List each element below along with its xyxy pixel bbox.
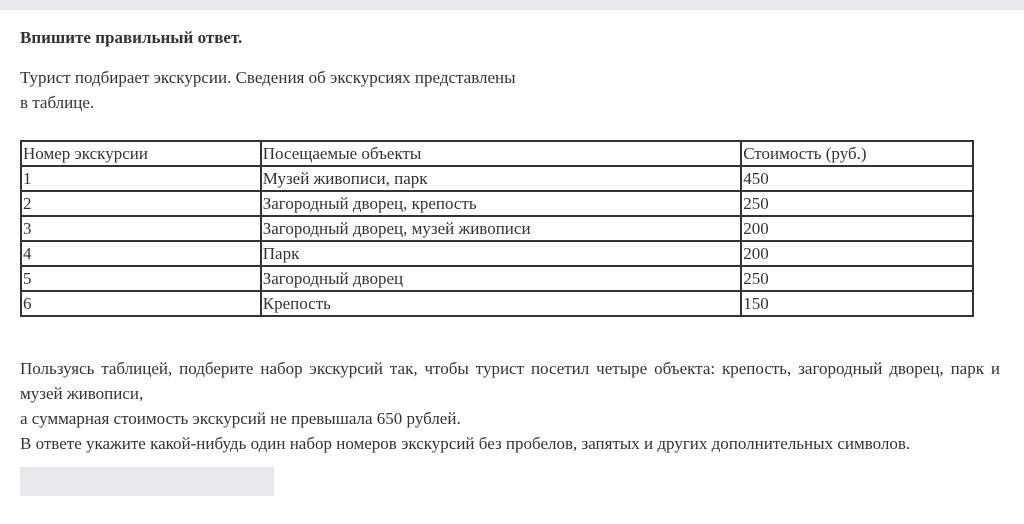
cell-objects: Парк xyxy=(261,241,741,266)
cell-objects: Крепость xyxy=(261,291,741,316)
cell-number: 3 xyxy=(21,216,261,241)
cell-number: 6 xyxy=(21,291,261,316)
table-row xyxy=(21,266,973,291)
answer-input[interactable] xyxy=(20,467,274,496)
cell-objects: Загородный дворец xyxy=(261,266,741,291)
intro-line-2: в таблице. xyxy=(20,93,95,112)
top-bar xyxy=(0,0,1024,10)
task-paragraph-2: а суммарная стоимость экскурсий не превышала 650 рублей. xyxy=(20,409,461,428)
instruction-heading: Впишите правильный ответ. xyxy=(20,28,243,47)
cell-number: 2 xyxy=(21,191,261,216)
cell-number: 1 xyxy=(21,166,261,191)
header-number: Номер экскурсии xyxy=(21,141,261,166)
table-row xyxy=(21,191,973,216)
task-paragraph-3: В ответе укажите какой-нибудь один набор номеров экскурсий без пробелов, запятых и других дополнительных символов. xyxy=(20,434,911,453)
cell-number: 5 xyxy=(21,266,261,291)
header-objects: Посещаемые объекты xyxy=(261,141,741,166)
table-row xyxy=(21,166,973,191)
cell-cost: 200 xyxy=(741,216,973,241)
cell-cost: 200 xyxy=(741,241,973,266)
table-row xyxy=(21,241,973,266)
cell-number: 4 xyxy=(21,241,261,266)
table-row xyxy=(21,216,973,241)
task-paragraph-1: Пользуясь таблицей, подберите набор экскурсий так, чтобы турист посетил четыре объекта: крепость, загородный дворец, парк и музей живописи, xyxy=(20,359,1000,403)
excursions-table xyxy=(20,140,974,317)
cell-cost: 250 xyxy=(741,266,973,291)
cell-cost: 450 xyxy=(741,166,973,191)
cell-objects: Загородный дворец, музей живописи xyxy=(261,216,741,241)
cell-objects: Загородный дворец, крепость xyxy=(261,191,741,216)
intro-text xyxy=(20,65,580,115)
cell-objects: Музей живописи, парк xyxy=(261,166,741,191)
cell-cost: 150 xyxy=(741,291,973,316)
table-header-row xyxy=(21,141,973,166)
header-cost: Стоимость (руб.) xyxy=(741,141,973,166)
intro-line-1: Турист подбирает экскурсии. Сведения об экскурсиях представлены xyxy=(20,68,516,87)
table-row xyxy=(21,291,973,316)
cell-cost: 250 xyxy=(741,191,973,216)
task-text xyxy=(20,356,1000,456)
